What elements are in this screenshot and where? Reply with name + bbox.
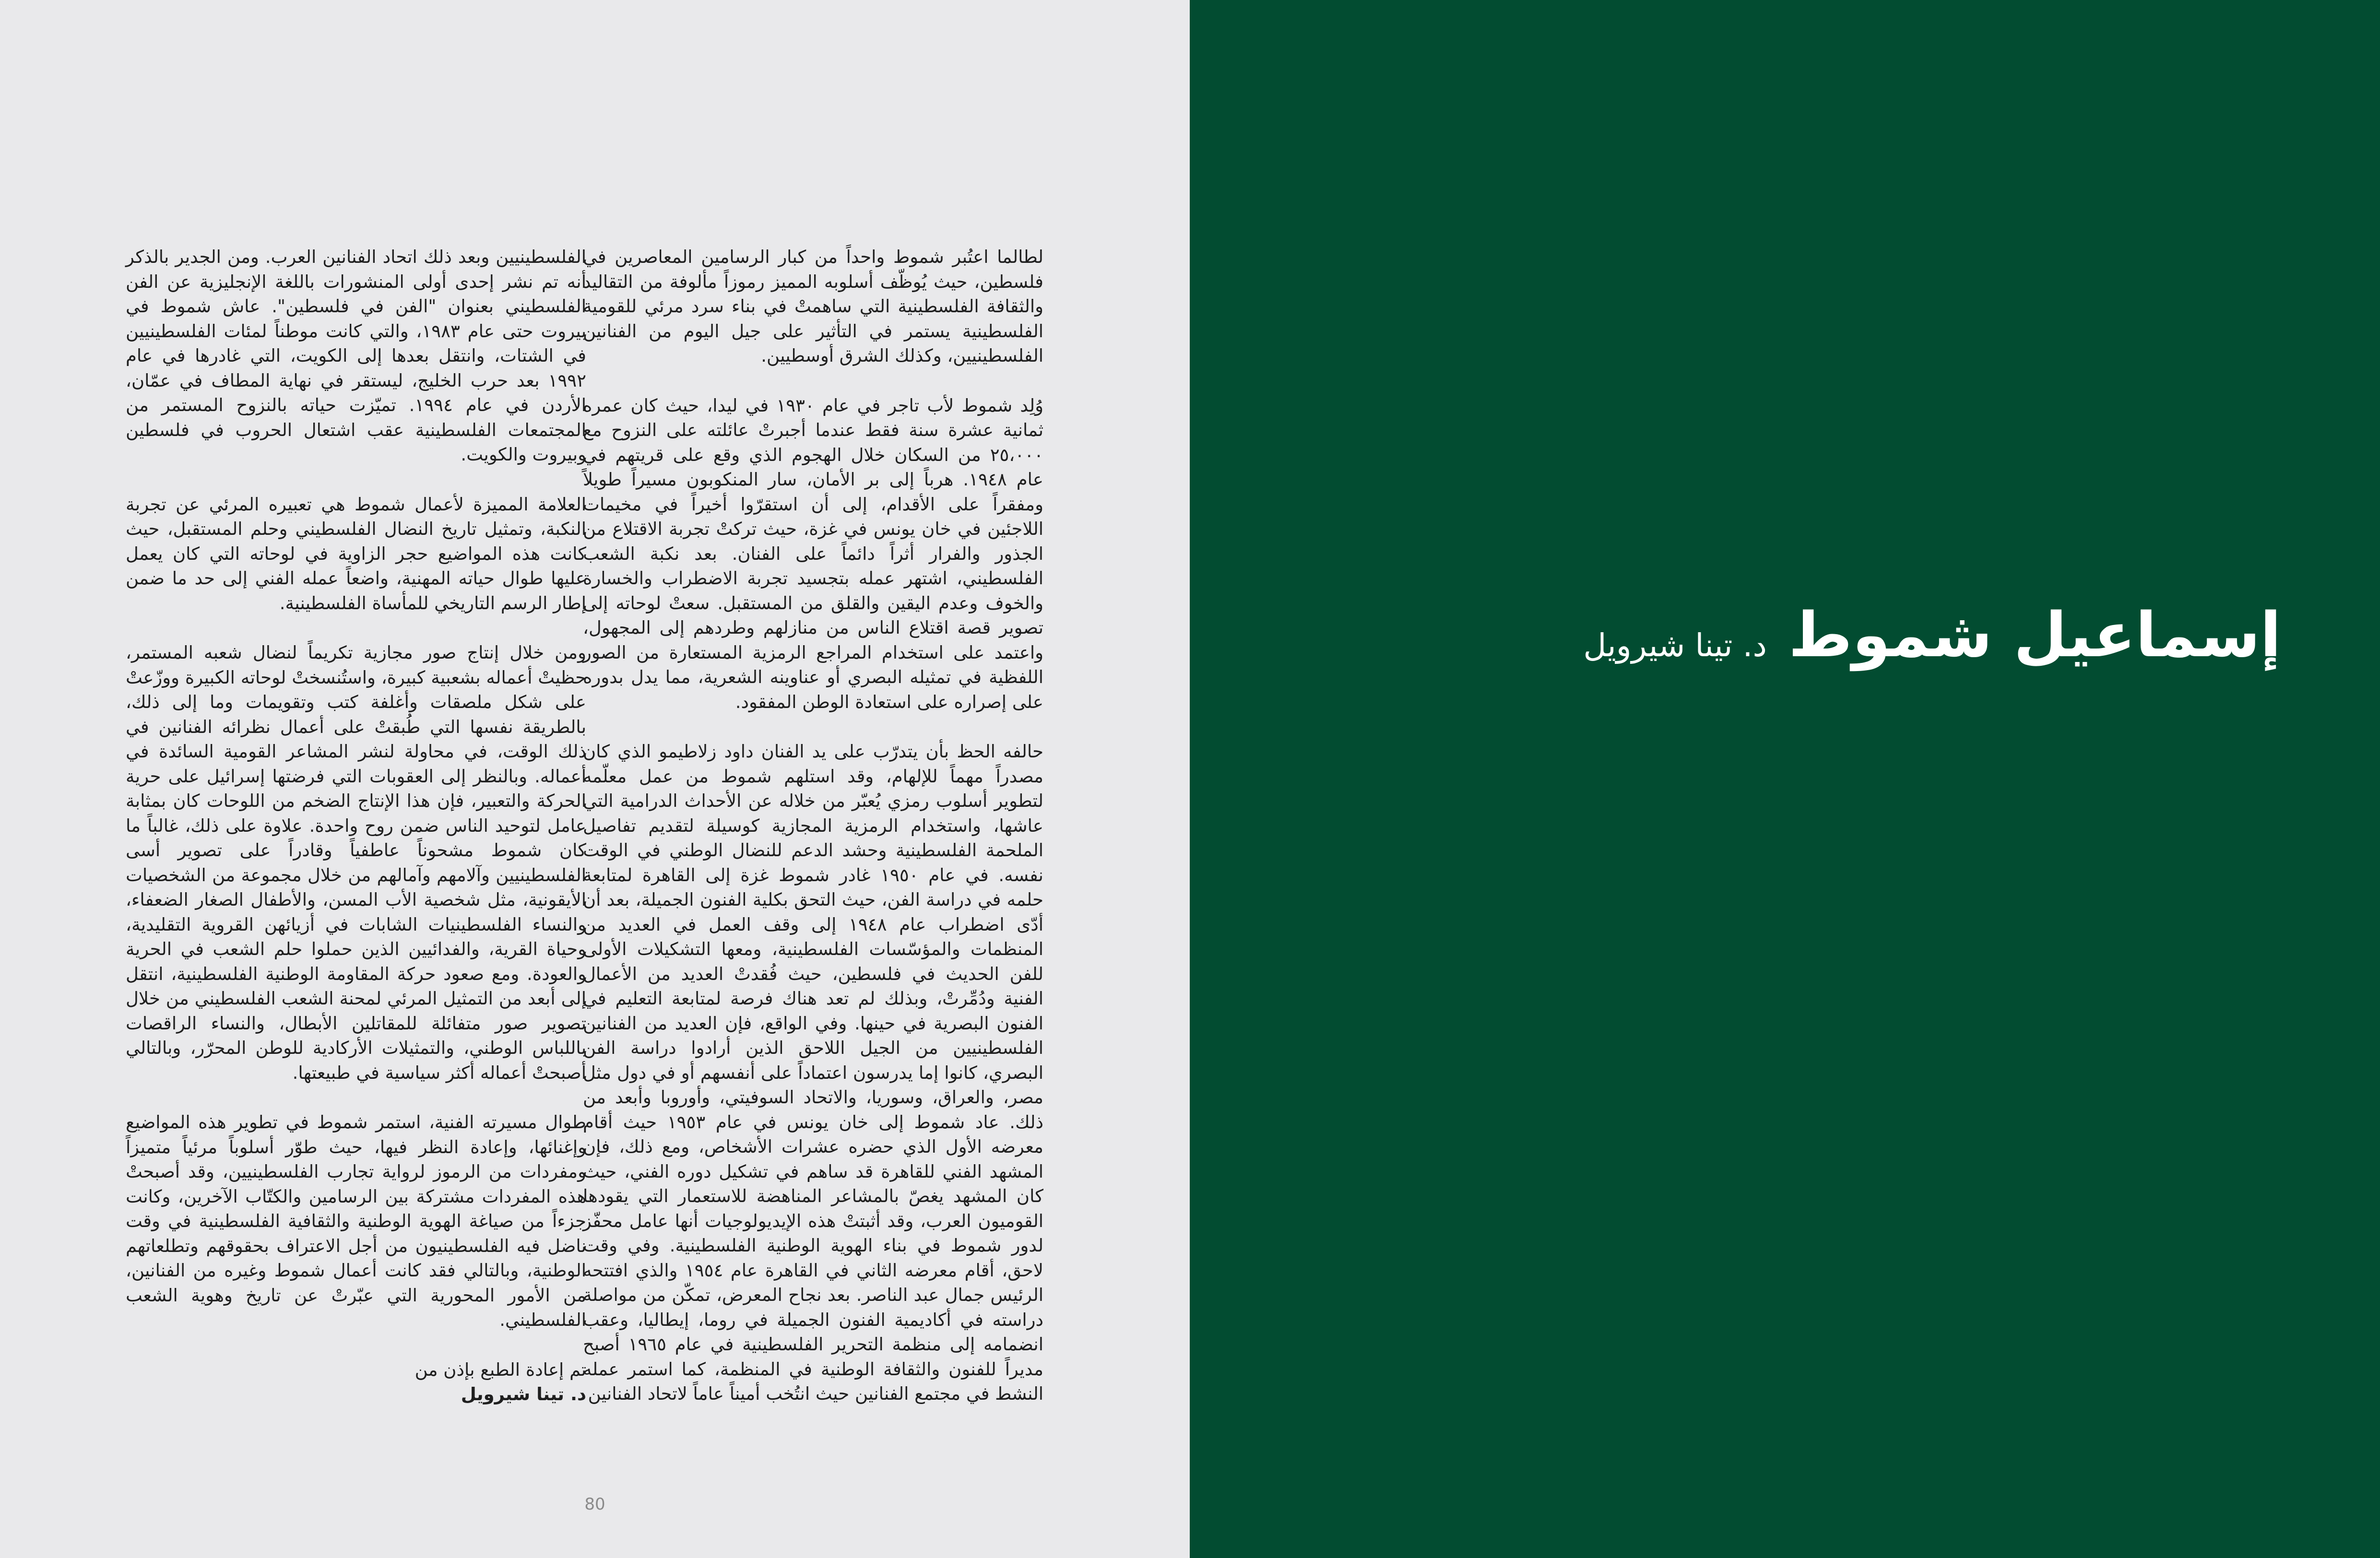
title-block (1514, 600, 2281, 671)
paragraph: وُلِد شموط لأب تاجر في عام ١٩٣٠ في ليدا، حيث كان عمره ثمانية عشرة سنة فقط عندما أجبرتْ عائلته على النزوح مع ٢٥،٠٠٠ من السكان خلال الهجوم الذي وقع على قريتهم في عام ١٩٤٨. هرباً إلى بر الأمان، سار المنكوبون مسيراً طويلاً ومفقراً على الأقدام، إلى أن استقرّوا أخيراً في مخيمات اللاجئين في خان يونس في غزة، حيث تركتْ تجربة الاقتلاع من الجذور والفرار أثراً دائماً على الفنان. بعد نكبة الشعب الفلسطيني، اشتهر عمله بتجسيد تجربة الاضطراب والخسارة والخوف وعدم اليقين والقلق من المستقبل. سعتْ لوحاته إلى تصوير قصة اقتلاع الناس من منازلهم وطردهم إلى المجهول، واعتمد على استخدام المراجع الرمزية المستعارة من الصور اللفظية في تمثيله البصري أو عناوينه الشعرية، مما يدل بدوره على إصراره على استعادة الوطن المفقود. (583, 395, 1043, 712)
article-author: د. تينا شيرويل (1583, 627, 1767, 664)
credit-name: د. تينا شيرويل (461, 1384, 586, 1405)
credit-label: تم إعادة الطبع بإذن من (414, 1359, 586, 1380)
paragraph: حالفه الحظ بأن يتدرّب على يد الفنان داود زلاطيمو الذي كان مصدراً مهماً للإلهام، وقد استلهم شموط من عمل معلّمه لتطوير أسلوب رمزي يُعبّر من خلاله عن الأحداث الدرامية التي عاشها، واستخدام الرمزية المجازية كوسيلة لتقديم تفاصيل الملحمة الفلسطينية وحشد الدعم للنضال الوطني في الوقت نفسه. في عام ١٩٥٠ غادر شموط غزة إلى القاهرة لمتابعة حلمه في دراسة الفن، حيث التحق بكلية الفنون الجميلة، بعد أن أدّى اضطراب عام ١٩٤٨ إلى وقف العمل في العديد من المنظمات والمؤسّسات الفلسطينية، ومعها التشكيلات الأولى للفن الحديث في فلسطين، حيث فُقدتْ العديد من الأعمال الفنية ودُمِّرتْ، وبذلك لم تعد هناك فرصة لمتابعة التعليم في الفنون البصرية في حينها. وفي الواقع، فإن العديد من الفنانين الفلسطينيين من الجيل اللاحق الذين أرادوا دراسة الفن البصري، كانوا إما يدرسون اعتماداً على أنفسهم أو في دول مثل مصر، والعراق، وسوريا، والاتحاد السوفيتي، وأوروبا وأبعد من ذلك. عاد شموط إلى خان يونس في عام ١٩٥٣ حيث أقام معرضه الأول الذي حضره عشرات الأشخاص، ومع ذلك، فإن المشهد الفني للقاهرة قد ساهم في تشكيل دوره الفني، حيث كان المشهد يغصّ بالمشاعر المناهضة للاستعمار التي يقودها القوميون العرب، وقد أثبتتْ هذه الإيديولوجيات أنها عامل محفّز لدور شموط في بناء الهوية الوطنية الفلسطينية. وفي وقت لاحق، أقام معرضه الثاني في القاهرة عام ١٩٥٤ والذي افتتحه الرئيس جمال عبد الناصر. بعد نجاح المعرض، تمكّن من مواصلة دراسته في أكاديمية الفنون الجميلة في روما، إيطاليا، وعقب انضمامه إلى منظمة التحرير الفلسطينية في عام ١٩٦٥ أصبح مديراً للفنون والثقافة الوطنية في المنظمة، كما استمر عمله النشط في مجتمع الفنانين حيث انتُخب أميناً عاماً لاتحاد الفنانين (583, 741, 1044, 1404)
article-title: إسماعيل شموط (1788, 600, 2281, 671)
text-column-2 (126, 245, 586, 1407)
paragraph: ومن خلال إنتاج صور مجازية تكريماً لنضال شعبه المستمر، حظيتْ أعماله بشعبية كبيرة، واستُنسختْ لوحاته الكبيرة ووزّعتْ على شكل ملصقات وأغلفة كتب وتقويمات وما إلى ذلك، بالطريقة نفسها التي طُبقتْ على أعمال نظرائه الفنانين في ذلك الوقت، في محاولة لنشر المشاعر القومية السائدة في أعماله. وبالنظر إلى العقوبات التي فرضتها إسرائيل على حرية الحركة والتعبير، فإن هذا الإنتاج الضخم من اللوحات كان بمثابة عامل لتوحيد الناس ضمن روح واحدة. علاوة على ذلك، غالباً ما كان شموط مشحوناً عاطفياً وقادراً على تصوير أسى الفلسطينيين وآلامهم وآمالهم من خلال مجموعة من الشخصيات الأيقونية، مثل شخصية الأب المسن، والأطفال الصغار الضعفاء، والنساء الفلسطينيات الشابات في أزيائهن القروية التقليدية، وحياة القرية، والفدائيين الذين حملوا حلم الشعب في الحرية والعودة. ومع صعود حركة المقاومة الوطنية الفلسطينية، انتقل إلى أبعد من التمثيل المرئي لمحنة الشعب الفلسطيني من خلال تصوير صور متفائلة للمقاتلين الأبطال، والنساء الراقصات باللباس الوطني، والتمثيلات الأركادية للوطن المحرّر، وبالتالي أصبحتْ أعماله أكثر سياسية في طبيعتها. (126, 642, 586, 1083)
paragraph: طوال مسيرته الفنية، استمر شموط في تطوير هذه المواضيع وإغنائها، وإعادة النظر فيها، حيث طوّر أسلوباً مرئياً متميزاً ومفردات من الرموز لرواية تجارب الفلسطينيين، وقد أصبحتْ هذه المفردات مشتركة بين الرسامين والكتّاب الآخرين، وكانت جزءاً من صياغة الهوية الوطنية والثقافية الفلسطينية في وقت ناضل فيه الفلسطينيون من أجل الاعتراف بحقوقهم وتطلعاتهم الوطنية، وبالتالي فقد كانت أعمال شموط وغيره من الفنانين، من الأمور المحورية التي عبّرتْ عن تاريخ وهوية الشعب الفلسطيني. (126, 1112, 586, 1330)
reprint-credit (126, 1357, 586, 1407)
paragraph: العلامة المميزة لأعمال شموط هي تعبيره المرئي عن تجربة النكبة، وتمثيل تاريخ النضال الفلسطيني وحلم المستقبل، حيث كانت هذه المواضيع حجر الزاوية في لوحاته التي كان يعمل عليها طوال حياته المهنية، واضعاً عمله الفني إلى حد ما ضمن إطار الرسم التاريخي للمأساة الفلسطينية. (126, 494, 586, 614)
text-column-1 (583, 245, 1043, 1431)
paragraph: الفلسطينيين وبعد ذلك اتحاد الفنانين العرب. ومن الجدير بالذكر أنه تم نشر إحدى أولى المنشورات باللغة الإنجليزية عن الفن الفلسطيني بعنوان "الفن في فلسطين". عاش شموط في بيروت حتى عام ١٩٨٣، والتي كانت موطناً لمئات الفلسطينيين في الشتات، وانتقل بعدها إلى الكويت، التي غادرها في عام ١٩٩٢ بعد حرب الخليج، ليستقر في نهاية المطاف في عمّان، الأردن في عام ١٩٩٤. تميّزت حياته بالنزوح المستمر من المجتمعات الفلسطينية عقب اشتعال الحروب في فلسطين وبيروت والكويت. (126, 247, 587, 465)
page-number: 80 (584, 1495, 605, 1514)
paragraph: لطالما اعتُبر شموط واحداً من كبار الرسامين المعاصرين في فلسطين، حيث يُوظّف أسلوبه المميز رموزاً مألوفة من التقاليد والثقافة الفلسطينية التي ساهمتْ في بناء سرد مرئي للقومية الفلسطينية يستمر في التأثير على جيل اليوم من الفنانين الفلسطينيين، وكذلك الشرق أوسطيين. (583, 247, 1043, 366)
title-page (1190, 0, 2380, 1558)
